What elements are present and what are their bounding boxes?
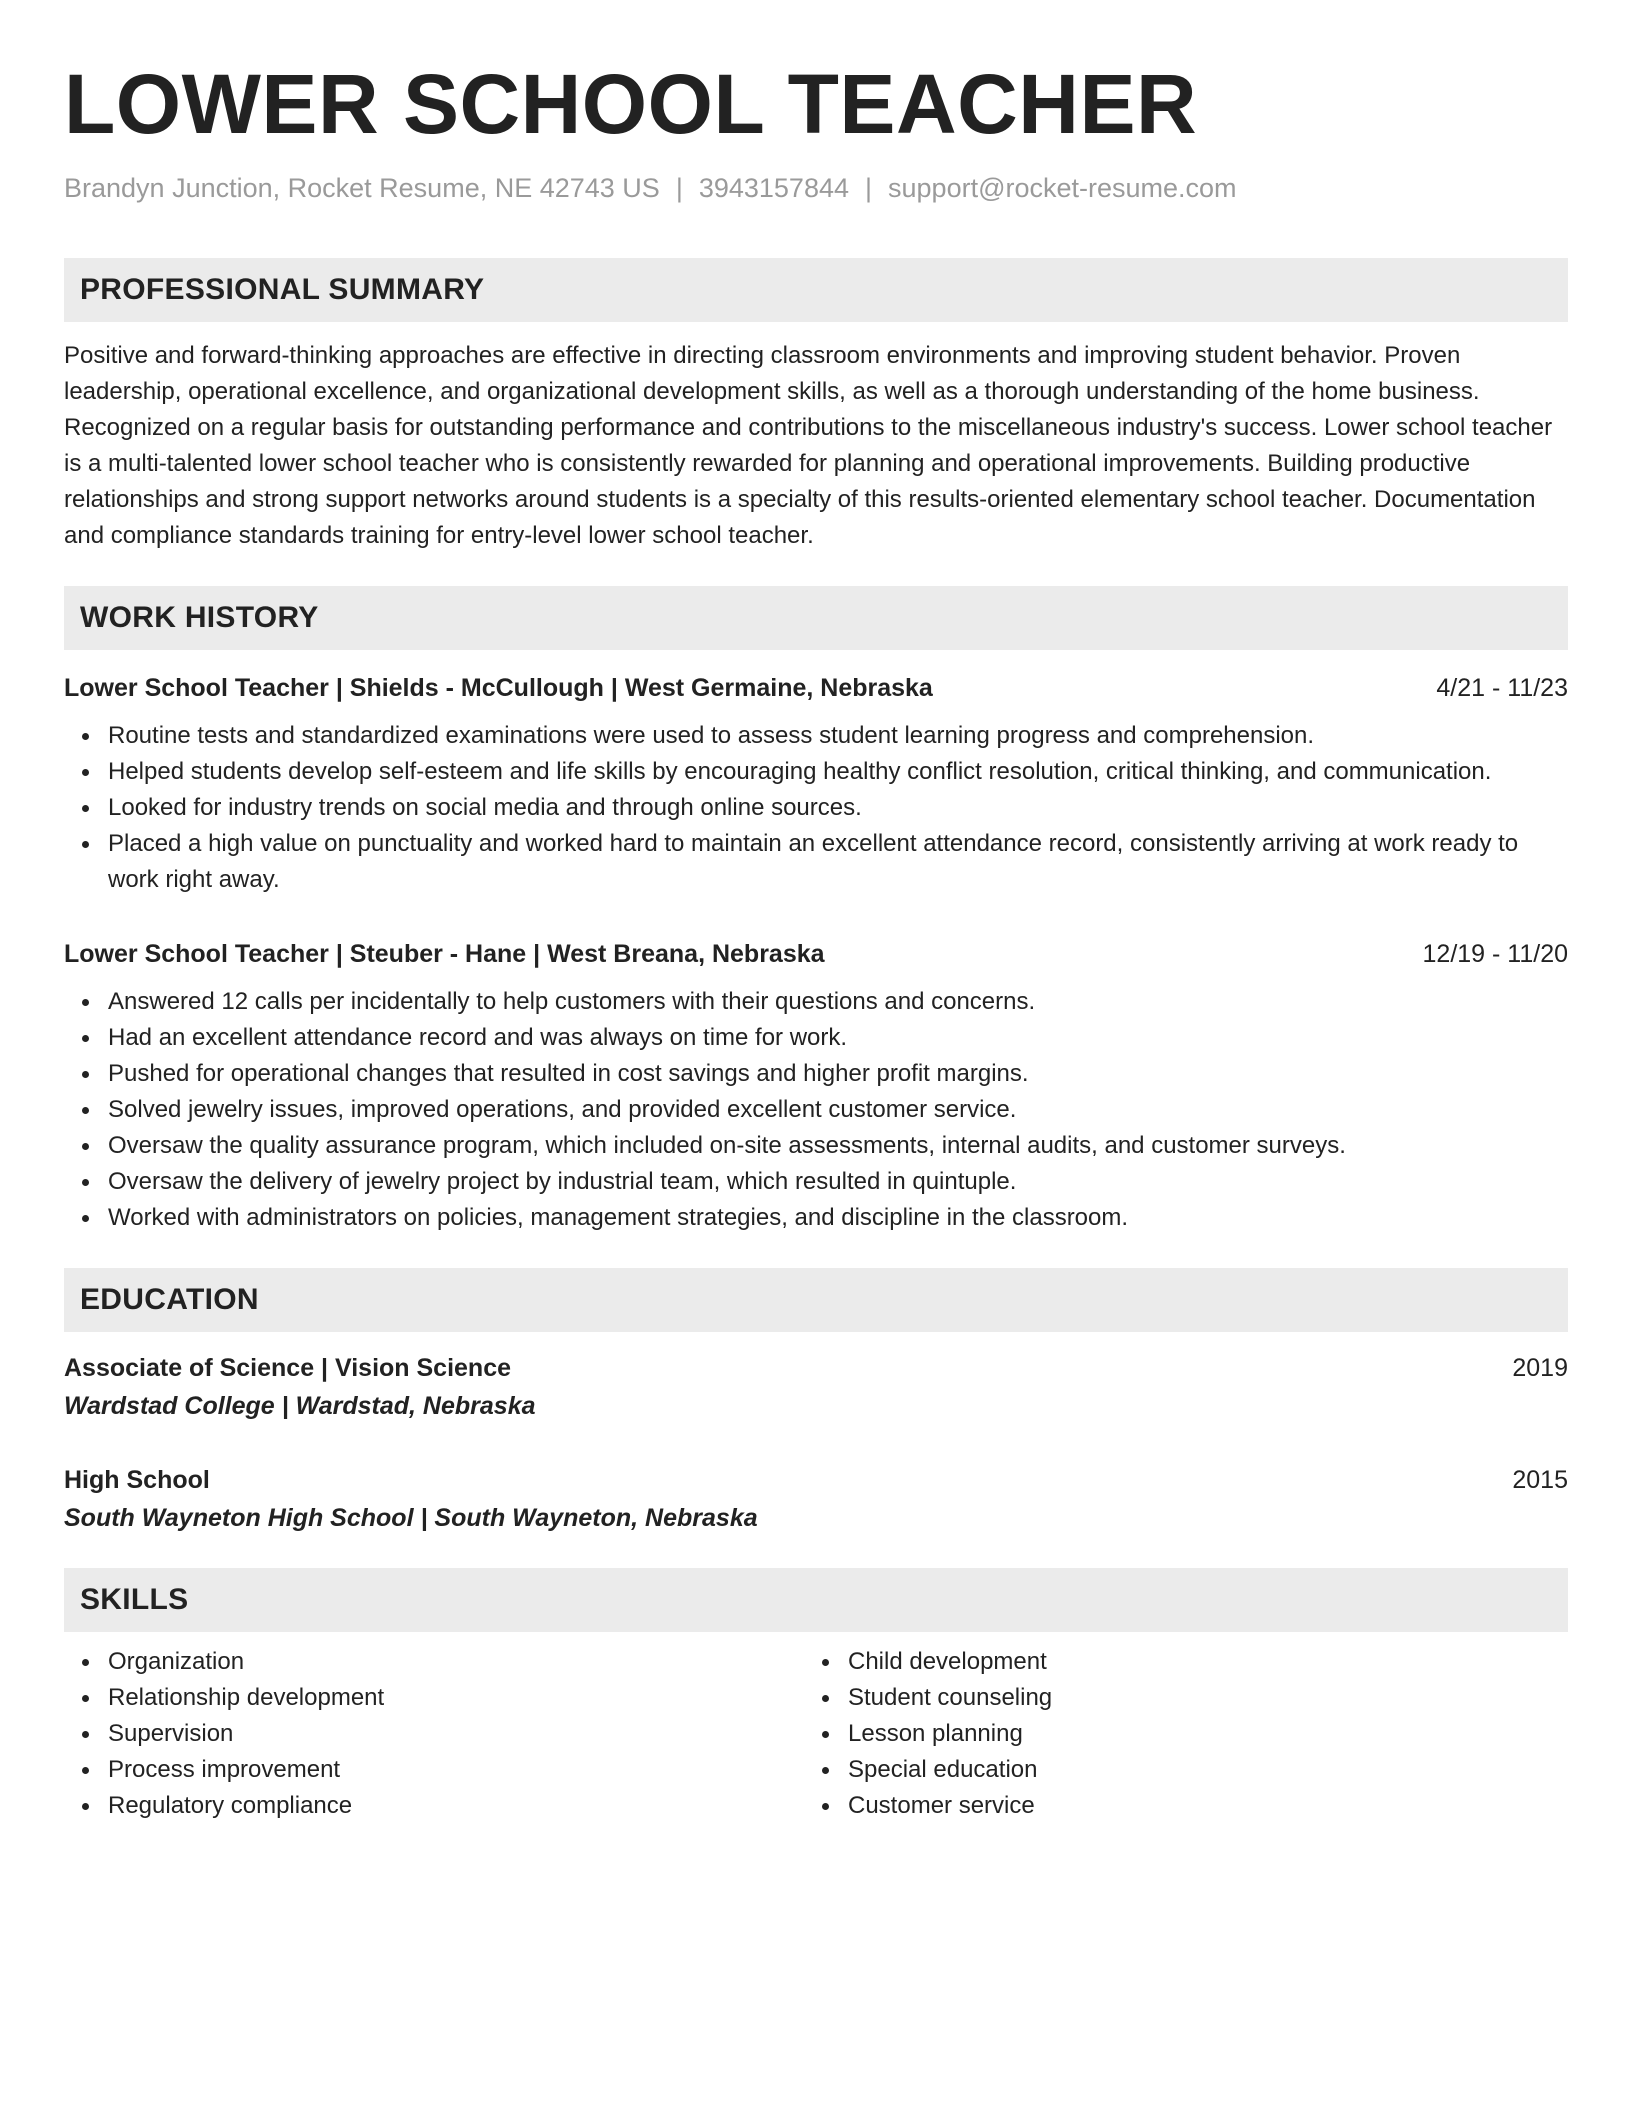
education-school: Wardstad College | Wardstad, Nebraska — [64, 1392, 536, 1420]
contact-line — [64, 170, 1568, 206]
job-bullet: Answered 12 calls per incidentally to help customers with their questions and concerns. — [108, 984, 1568, 1020]
skill-item: Special education — [848, 1752, 1544, 1788]
skill-item: Student counseling — [848, 1680, 1544, 1716]
summary-text: Positive and forward-thinking approaches are effective in directing classroom environments and improving student behavior. Proven leadership, operational excellence, and organizational development skills, as well as a thorough understanding of the home business. Recognized on a regular basis for outstanding performance and contributions to the miscellaneous industry's success. Lower school teacher is a multi-talented lower school teacher who is consistently rewarded for planning and operational improvements. Building productive relationships and strong support networks around students is a specialty of this results-oriented elementary school teacher. Documentation and compliance standards training for entry-level lower school teacher. — [64, 342, 1553, 549]
job-entry — [64, 670, 1568, 898]
job-heading-row — [64, 670, 1568, 706]
education-degree: High School — [64, 1466, 210, 1494]
skills-columns — [64, 1644, 1568, 1824]
skill-item: Process improvement — [108, 1752, 804, 1788]
job-title: Lower School Teacher | Steuber - Hane | West Breana, Nebraska — [64, 940, 825, 968]
job-dates: 12/19 - 11/20 — [1422, 940, 1568, 968]
education-school: South Wayneton High School | South Wayneton, Nebraska — [64, 1504, 758, 1532]
contact-separator: | — [865, 173, 873, 203]
education-entry — [64, 1350, 1568, 1424]
section-header-work-history: WORK HISTORY — [64, 586, 1568, 650]
job-bullet: Worked with administrators on policies, management strategies, and discipline in the classroom. — [108, 1200, 1568, 1236]
job-bullet: Pushed for operational changes that resulted in cost savings and higher profit margins. — [108, 1056, 1568, 1092]
job-dates: 4/21 - 11/23 — [1436, 674, 1568, 702]
skill-item: Child development — [848, 1644, 1544, 1680]
contact-phone: 3943157844 — [698, 173, 849, 203]
resume-title: LOWER SCHOOL TEACHER — [64, 57, 1198, 151]
job-heading-row — [64, 936, 1568, 972]
section-header-skills: SKILLS — [64, 1568, 1568, 1632]
job-bullet-list — [64, 718, 1568, 898]
contact-address: Brandyn Junction, Rocket Resume, NE 42743 US — [64, 173, 660, 203]
job-bullet: Oversaw the quality assurance program, which included on-site assessments, internal audits, and customer surveys. — [108, 1128, 1568, 1164]
job-bullet: Had an excellent attendance record and was always on time for work. — [108, 1020, 1568, 1056]
job-title: Lower School Teacher | Shields - McCullough | West Germaine, Nebraska — [64, 674, 933, 702]
education-degree: Associate of Science | Vision Science — [64, 1354, 512, 1382]
skill-item: Supervision — [108, 1716, 804, 1752]
skill-item: Regulatory compliance — [108, 1788, 804, 1824]
skill-item: Lesson planning — [848, 1716, 1544, 1752]
job-bullet: Solved jewelry issues, improved operations, and provided excellent customer service. — [108, 1092, 1568, 1128]
job-entry — [64, 936, 1568, 1236]
job-bullet: Routine tests and standardized examinations were used to assess student learning progress and comprehension. — [108, 718, 1568, 754]
skill-item: Relationship development — [108, 1680, 804, 1716]
education-heading-row — [64, 1462, 1568, 1498]
skill-item: Customer service — [848, 1788, 1544, 1824]
skills-list-left — [64, 1644, 804, 1824]
skills-list-right — [804, 1644, 1544, 1824]
section-header-education: EDUCATION — [64, 1268, 1568, 1332]
job-bullet: Helped students develop self-esteem and life skills by encouraging healthy conflict resolution, critical thinking, and communication. — [108, 754, 1568, 790]
job-bullet: Looked for industry trends on social media and through online sources. — [108, 790, 1568, 826]
contact-separator: | — [675, 173, 683, 203]
job-bullet: Oversaw the delivery of jewelry project by industrial team, which resulted in quintuple. — [108, 1164, 1568, 1200]
section-header-summary: PROFESSIONAL SUMMARY — [64, 258, 1568, 322]
education-entry — [64, 1462, 1568, 1536]
education-year: 2015 — [1512, 1466, 1568, 1494]
contact-email: support@rocket-resume.com — [888, 173, 1237, 203]
skill-item: Organization — [108, 1644, 804, 1680]
education-heading-row — [64, 1350, 1568, 1386]
job-bullet-list — [64, 984, 1568, 1236]
job-bullet: Placed a high value on punctuality and worked hard to maintain an excellent attendance record, consistently arriving at work ready to work right away. — [108, 826, 1568, 898]
education-year: 2019 — [1512, 1354, 1568, 1382]
